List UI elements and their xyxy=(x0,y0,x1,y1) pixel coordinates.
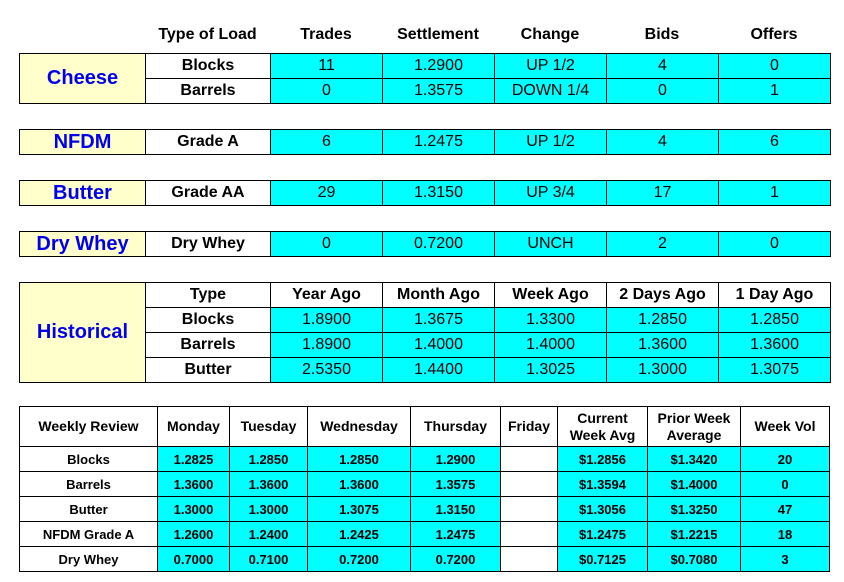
weekly-cell: 0.7000 xyxy=(158,547,230,572)
weekly-cell: $0.7080 xyxy=(648,547,741,572)
hist-cell: 1.3300 xyxy=(495,308,607,333)
weekly-cell xyxy=(501,447,558,472)
whey-trades: 0 xyxy=(271,232,383,257)
hist-cell: 1.8900 xyxy=(271,333,383,358)
hist-row-type: Butter xyxy=(146,358,271,383)
weekly-cell: 1.3075 xyxy=(308,497,411,522)
nfdm-trades: 6 xyxy=(271,130,383,155)
nfdm-table xyxy=(19,129,831,155)
butter-label: Butter xyxy=(20,181,146,206)
weekly-header: Wednesday xyxy=(308,407,411,447)
weekly-cell: $1.3420 xyxy=(648,447,741,472)
weekly-cell: $1.4000 xyxy=(648,472,741,497)
weekly-cell: 1.3000 xyxy=(230,497,308,522)
hist-header-1-day-ago: 1 Day Ago xyxy=(719,283,831,308)
nfdm-settlement: 1.2475 xyxy=(383,130,495,155)
cheese-blocks-type: Blocks xyxy=(146,54,271,79)
butter-trades: 29 xyxy=(271,181,383,206)
weekly-header: Week Vol xyxy=(741,407,830,447)
weekly-cell: 1.3150 xyxy=(411,497,501,522)
hist-cell: 1.4000 xyxy=(495,333,607,358)
weekly-cell xyxy=(501,497,558,522)
cheese-barrels-settlement: 1.3575 xyxy=(383,79,495,104)
weekly-cell: $1.2856 xyxy=(558,447,648,472)
hist-header-month-ago: Month Ago xyxy=(383,283,495,308)
hist-cell: 1.3000 xyxy=(607,358,719,383)
hist-cell: 1.4000 xyxy=(383,333,495,358)
hist-cell: 1.3675 xyxy=(383,308,495,333)
weekly-cell: 1.2400 xyxy=(230,522,308,547)
butter-settlement: 1.3150 xyxy=(383,181,495,206)
weekly-cell: 47 xyxy=(741,497,830,522)
butter-table xyxy=(19,180,831,206)
cheese-label: Cheese xyxy=(20,54,146,104)
butter-type: Grade AA xyxy=(146,181,271,206)
weekly-cell: 0.7200 xyxy=(411,547,501,572)
weekly-cell xyxy=(501,547,558,572)
weekly-row-label: Butter xyxy=(20,497,158,522)
nfdm-label: NFDM xyxy=(20,130,146,155)
col-header-change: Change xyxy=(520,26,580,43)
whey-change: UNCH xyxy=(495,232,607,257)
nfdm-type: Grade A xyxy=(146,130,271,155)
col-header-type: Type of Load xyxy=(158,26,257,43)
butter-change: UP 3/4 xyxy=(495,181,607,206)
hist-row-type: Barrels xyxy=(146,333,271,358)
hist-cell: 2.5350 xyxy=(271,358,383,383)
weekly-row-label: Blocks xyxy=(20,447,158,472)
weekly-row-label: Dry Whey xyxy=(20,547,158,572)
cheese-table xyxy=(19,53,831,104)
cheese-blocks-bids: 4 xyxy=(607,54,719,79)
cheese-blocks-change: UP 1/2 xyxy=(495,54,607,79)
cheese-blocks-settlement: 1.2900 xyxy=(383,54,495,79)
weekly-header: Monday xyxy=(158,407,230,447)
weekly-cell: $1.3594 xyxy=(558,472,648,497)
hist-cell: 1.4400 xyxy=(383,358,495,383)
weekly-cell: $1.3056 xyxy=(558,497,648,522)
weekly-cell: 0 xyxy=(741,472,830,497)
weekly-row-label: NFDM Grade A xyxy=(20,522,158,547)
weekly-header: Current Week Avg xyxy=(558,407,648,447)
weekly-cell: 18 xyxy=(741,522,830,547)
cheese-blocks-offers: 0 xyxy=(719,54,831,79)
butter-bids: 17 xyxy=(607,181,719,206)
hist-row-type: Blocks xyxy=(146,308,271,333)
whey-bids: 2 xyxy=(607,232,719,257)
weekly-header: Friday xyxy=(501,407,558,447)
weekly-cell: 20 xyxy=(741,447,830,472)
cheese-blocks-trades: 11 xyxy=(271,54,383,79)
cheese-barrels-type: Barrels xyxy=(146,79,271,104)
hist-cell: 1.3600 xyxy=(719,333,831,358)
weekly-header: Prior Week Average xyxy=(648,407,741,447)
cheese-barrels-offers: 1 xyxy=(719,79,831,104)
hist-cell: 1.2850 xyxy=(719,308,831,333)
hist-cell: 1.3600 xyxy=(607,333,719,358)
weekly-cell: 1.2825 xyxy=(158,447,230,472)
weekly-cell: 1.3600 xyxy=(230,472,308,497)
cheese-barrels-bids: 0 xyxy=(607,79,719,104)
weekly-cell: 1.2600 xyxy=(158,522,230,547)
col-header-trades: Trades xyxy=(300,26,352,43)
whey-offers: 0 xyxy=(719,232,831,257)
hist-header-type: Type xyxy=(146,283,271,308)
hist-cell: 1.3075 xyxy=(719,358,831,383)
weekly-cell: 1.2900 xyxy=(411,447,501,472)
weekly-cell: $1.3250 xyxy=(648,497,741,522)
hist-header-2-days-ago: 2 Days Ago xyxy=(607,283,719,308)
weekly-cell: 1.3000 xyxy=(158,497,230,522)
weekly-cell: 1.2850 xyxy=(308,447,411,472)
weekly-cell: $0.7125 xyxy=(558,547,648,572)
weekly-cell: $1.2215 xyxy=(648,522,741,547)
weekly-cell: 1.3600 xyxy=(308,472,411,497)
col-header-offers: Offers xyxy=(750,26,798,43)
hist-header-year-ago: Year Ago xyxy=(271,283,383,308)
nfdm-offers: 6 xyxy=(719,130,831,155)
weekly-cell: 1.2850 xyxy=(230,447,308,472)
whey-label: Dry Whey xyxy=(20,232,146,257)
col-header-bids: Bids xyxy=(644,26,680,43)
butter-offers: 1 xyxy=(719,181,831,206)
weekly-header: Thursday xyxy=(411,407,501,447)
hist-cell: 1.8900 xyxy=(271,308,383,333)
weekly-cell: 0.7200 xyxy=(308,547,411,572)
weekly-cell: 1.2425 xyxy=(308,522,411,547)
weekly-cell: 1.2475 xyxy=(411,522,501,547)
whey-settlement: 0.7200 xyxy=(383,232,495,257)
weekly-cell: $1.2475 xyxy=(558,522,648,547)
historical-label: Historical xyxy=(20,283,146,383)
weekly-header: Tuesday xyxy=(230,407,308,447)
nfdm-bids: 4 xyxy=(607,130,719,155)
weekly-cell xyxy=(501,522,558,547)
weekly-cell xyxy=(501,472,558,497)
weekly-cell: 1.3575 xyxy=(411,472,501,497)
weekly-cell: 0.7100 xyxy=(230,547,308,572)
col-header-settlement: Settlement xyxy=(397,26,479,43)
whey-type: Dry Whey xyxy=(146,232,271,257)
cheese-barrels-trades: 0 xyxy=(271,79,383,104)
nfdm-change: UP 1/2 xyxy=(495,130,607,155)
weekly-header: Weekly Review xyxy=(20,407,158,447)
hist-cell: 1.3025 xyxy=(495,358,607,383)
weekly-row-label: Barrels xyxy=(20,472,158,497)
weekly-cell: 1.3600 xyxy=(158,472,230,497)
historical-table xyxy=(19,282,831,383)
whey-table xyxy=(19,231,831,257)
hist-header-week-ago: Week Ago xyxy=(495,283,607,308)
weekly-cell: 3 xyxy=(741,547,830,572)
hist-cell: 1.2850 xyxy=(607,308,719,333)
cheese-barrels-change: DOWN 1/4 xyxy=(495,79,607,104)
weekly-review-table xyxy=(19,406,830,572)
